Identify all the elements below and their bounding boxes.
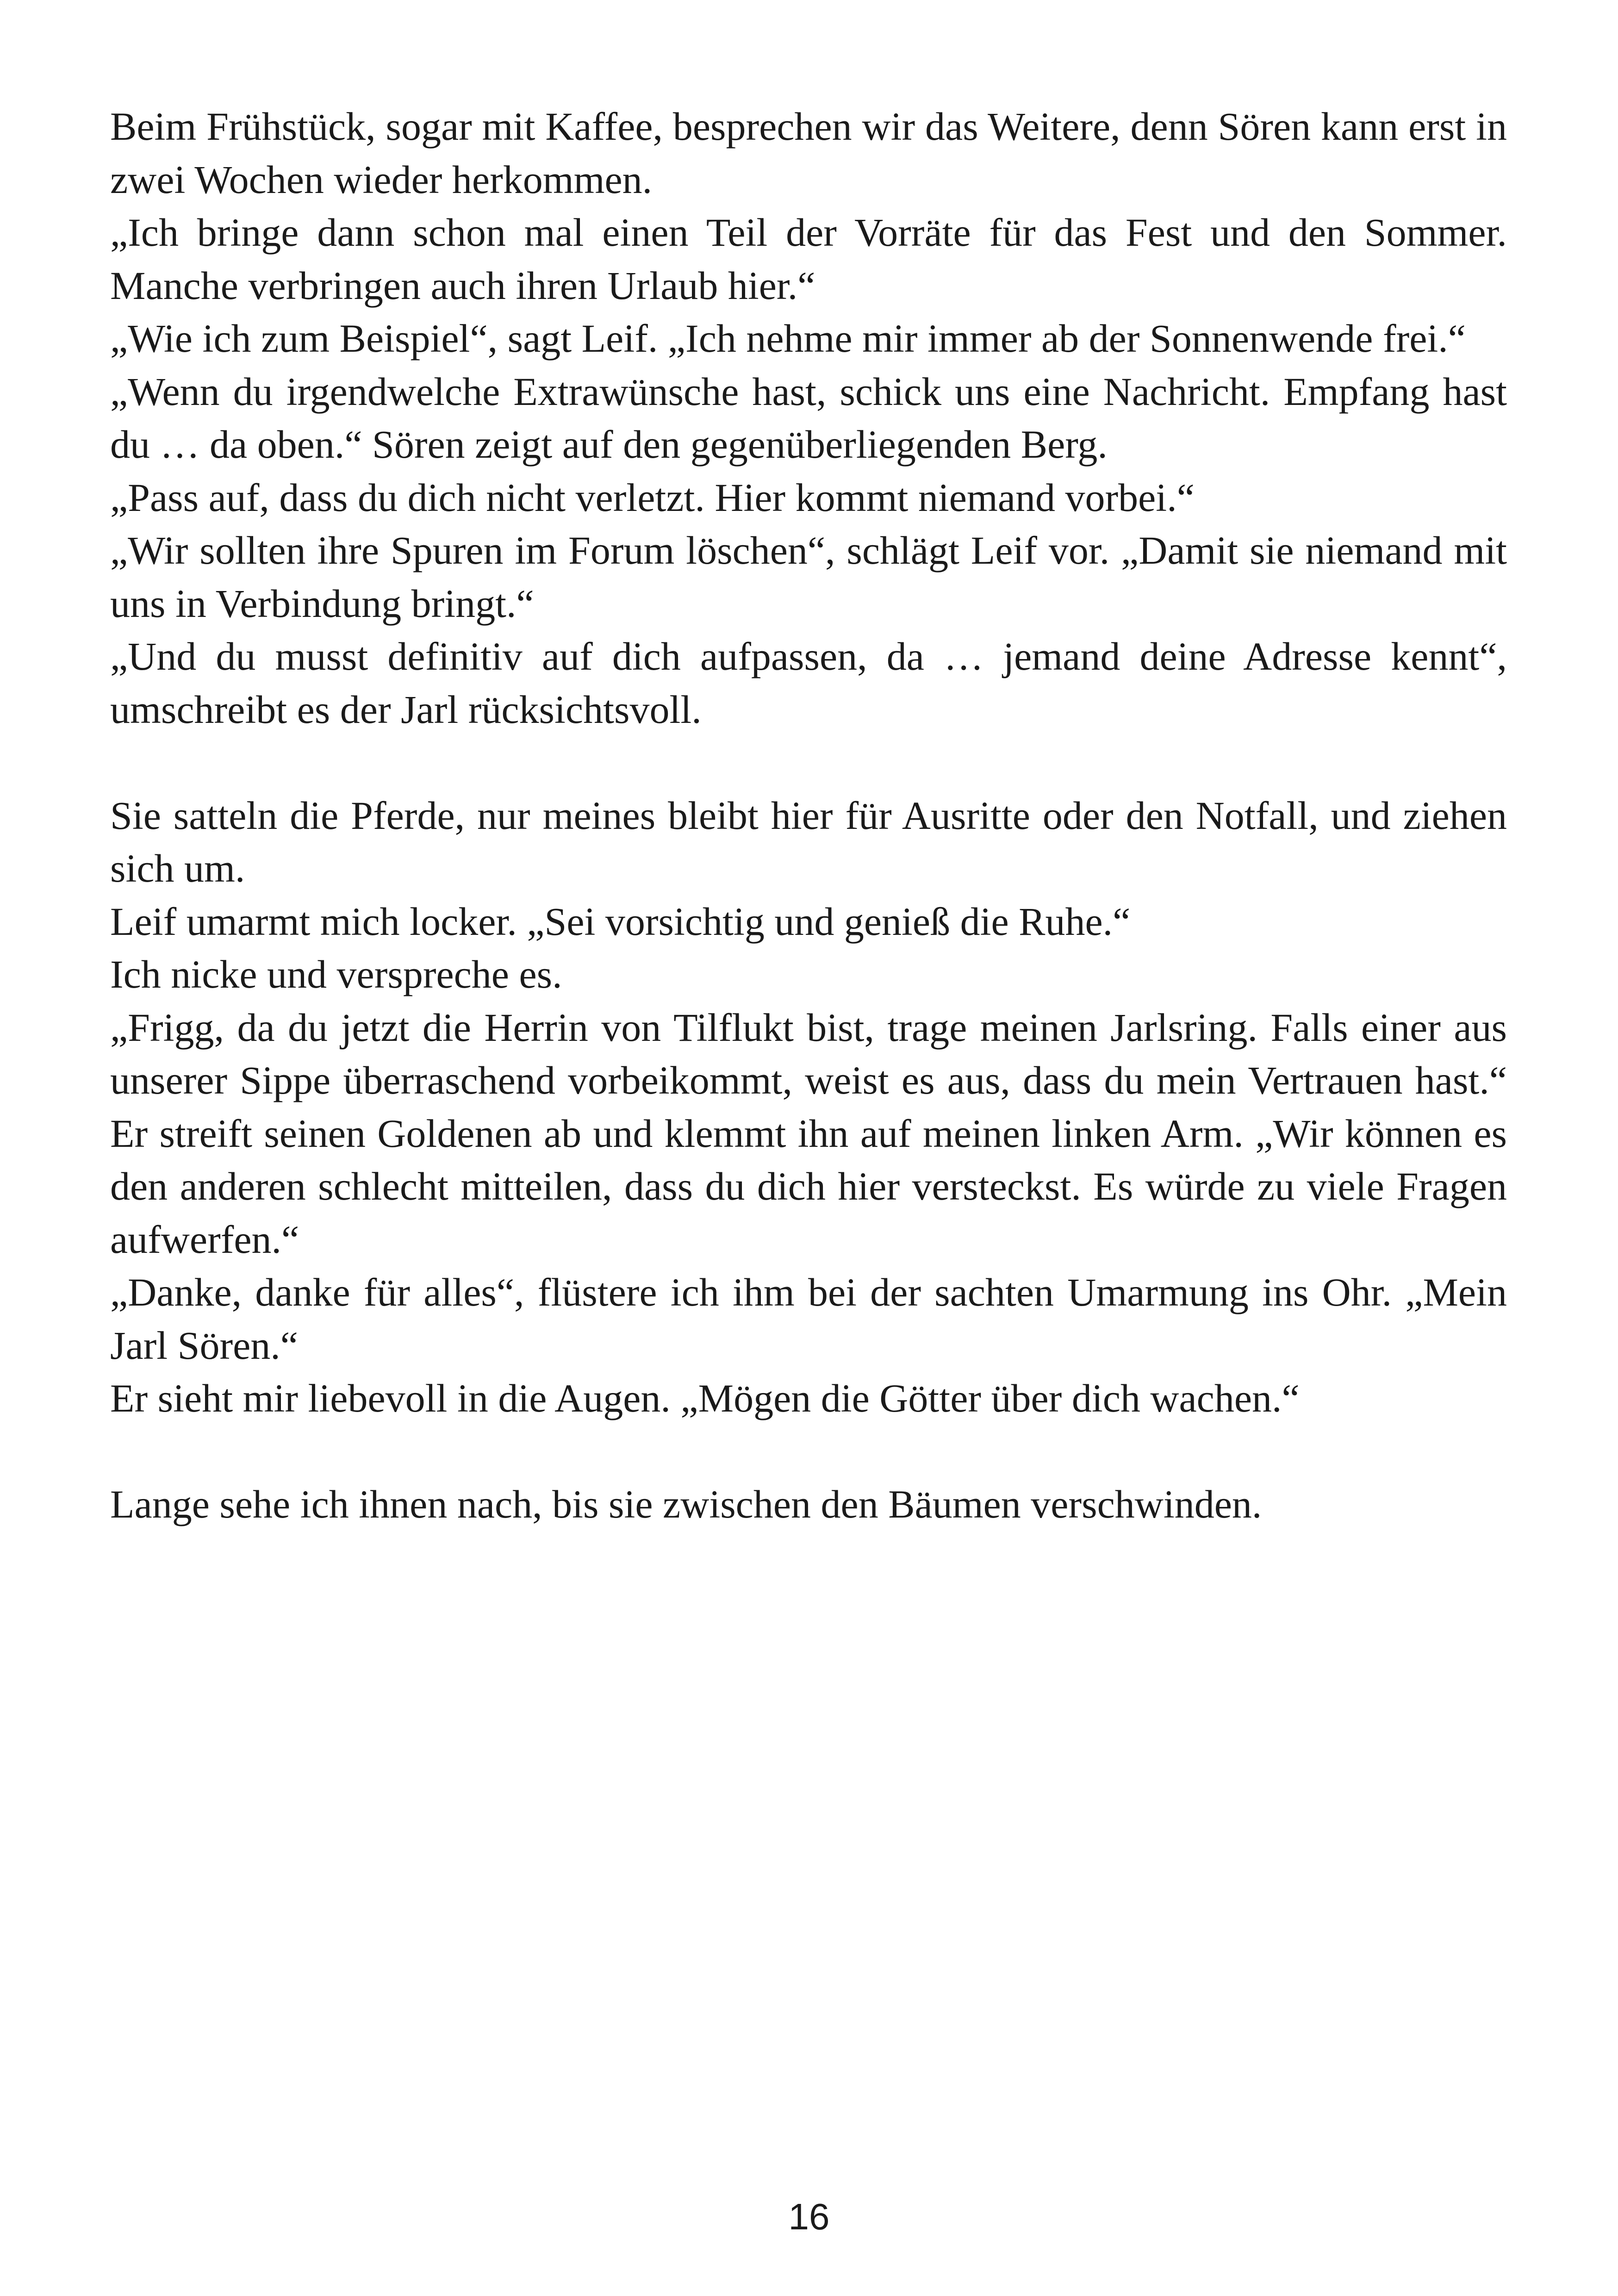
paragraph: Beim Frühstück, sogar mit Kaffee, besprechen wir das Weitere, denn Sören kann erst in zwei Wochen wieder herkommen. [110,104,1507,202]
paragraph: „Wenn du irgendwelche Extrawünsche hast, schick uns eine Nachricht. Empfang hast du … da oben.“ Sören zeigt auf den gegenüberliegenden Berg. [110,369,1507,467]
paragraph: Sie satteln die Pferde, nur meines bleibt hier für Ausritte oder den Notfall, und ziehen sich um. [110,793,1507,890]
paragraph: „Danke, danke für alles“, flüstere ich ihm bei der sachten Umarmung ins Ohr. „Mein Jarl Sören.“ [110,1270,1507,1368]
paragraph: „Ich bringe dann schon mal einen Teil der Vorräte für das Fest und den Sommer. Manche verbringen auch ihren Urlaub hier.“ [110,210,1507,308]
page-number: 16 [788,2196,830,2237]
paragraph: Leif umarmt mich locker. „Sei vorsichtig und genieß die Ruhe.“ [110,899,1131,944]
body-text [110,100,1507,1531]
paragraph: „Wir sollten ihre Spuren im Forum löschen“, schlägt Leif vor. „Damit sie niemand mit uns in Verbindung bringt.“ [110,528,1507,626]
paragraph: Er sieht mir liebevoll in die Augen. „Mögen die Götter über dich wachen.“ [110,1376,1300,1420]
paragraph: Ich nicke und verspreche es. [110,952,562,996]
section-break [110,1425,1507,1478]
paragraph: „Und du musst definitiv auf dich aufpassen, da … jemand deine Adresse kennt“, umschreibt es der Jarl rücksichtsvoll. [110,634,1507,732]
paragraph: „Pass auf, dass du dich nicht verletzt. Hier kommt niemand vorbei.“ [110,475,1195,520]
paragraph: „Wie ich zum Beispiel“, sagt Leif. „Ich nehme mir immer ab der Sonnenwende frei.“ [110,316,1466,361]
paragraph: „Frigg, da du jetzt die Herrin von Tilflukt bist, trage meinen Jarlsring. Falls einer aus unserer Sippe überraschend vorbeikommt, weist es aus, dass du mein Vertrauen hast.“ Er streift seinen Goldenen ab und klemmt ihn auf meinen linken Arm. „Wir können es den anderen schlecht mitteilen, dass du dich hier versteckst. Es würde zu viele Fragen aufwerfen.“ [110,1005,1507,1262]
paragraph: Lange sehe ich ihnen nach, bis sie zwischen den Bäumen verschwinden. [110,1482,1262,1526]
section-break [110,736,1507,789]
